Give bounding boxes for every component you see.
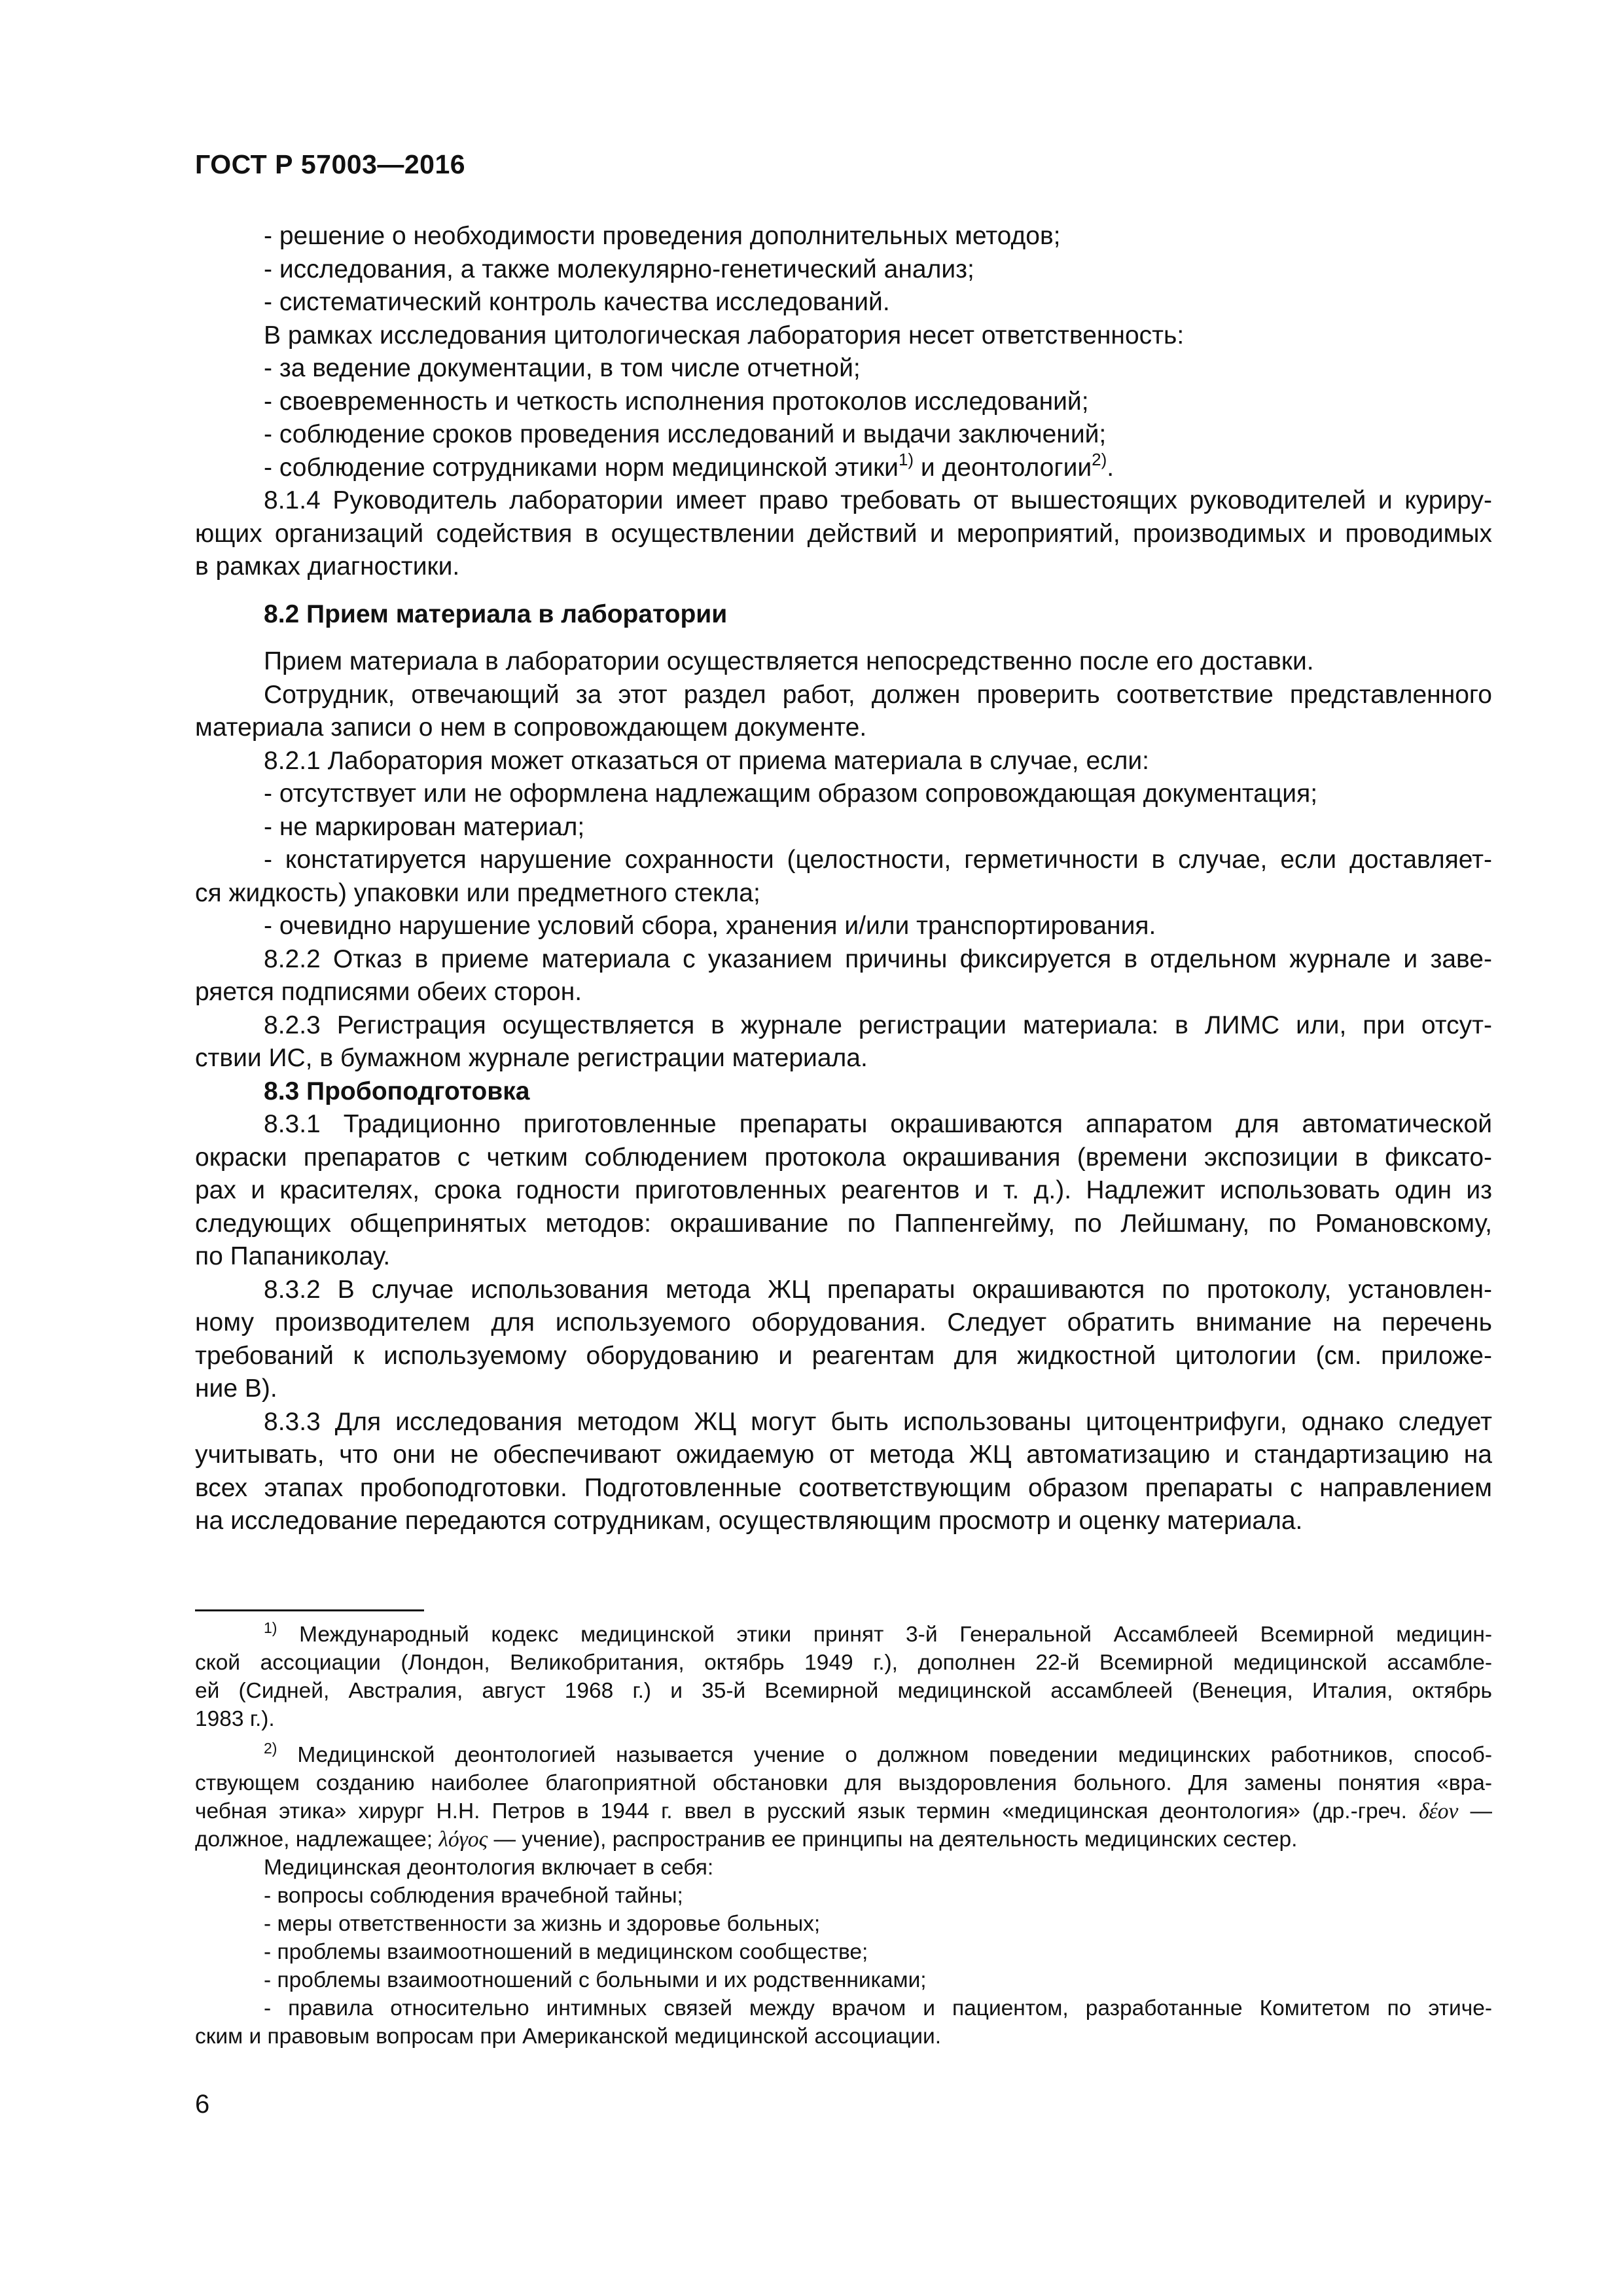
list-item-line: - констатируется нарушение сохранности (целостности, герметичности в случае, если доставляет- — [264, 846, 1492, 874]
list-item: - своевременность и четкость исполнения протоколов исследований; — [264, 387, 1089, 416]
paragraph-8-2-2-line: ряется подписями обеих сторон. — [195, 978, 582, 1006]
paragraph-line: материала записи о нем в сопровождающем документе. — [195, 713, 867, 742]
paragraph-8-3-2-line: ние В). — [195, 1374, 277, 1403]
paragraph-8-2-2-line: 8.2.2 Отказ в приеме материала с указанием причины фиксируется в отдельном журнале и заве- — [264, 944, 1492, 973]
paragraph: 8.2.1 Лаборатория может отказаться от приема материала в случае, если: — [264, 746, 1150, 775]
paragraph-8-3-3-line: 8.3.3 Для исследования методом ЖЦ могут быть использованы цитоцентрифуги, однако следует — [264, 1407, 1492, 1436]
footnote-1-line: ской ассоциации (Лондон, Великобритания, октябрь 1949 г.), дополнен 22-й Всемирной медицинской ассамбле- — [195, 1651, 1492, 1675]
paragraph-8-3-1-line: 8.3.1 Традиционно приготовленные препараты окрашиваются аппаратом для автоматической — [264, 1110, 1492, 1138]
paragraph-8-3-2-line: 8.3.2 В случае использования метода ЖЦ препараты окрашиваются по протоколу, установлен- — [264, 1275, 1492, 1304]
list-item: - не маркирован материал; — [264, 812, 585, 841]
paragraph-8-3-3-line: учитывать, что они не обеспечивают ожидаемую от метода ЖЦ автоматизацию и стандартизацию на — [195, 1441, 1492, 1469]
footnote-ref-1[interactable]: 1) — [898, 449, 914, 469]
footnote-list-item: - проблемы взаимоотношений с больными и их родственниками; — [264, 1968, 927, 1992]
list-item: - соблюдение сроков проведения исследований и выдачи заключений; — [264, 420, 1107, 448]
footnote-list-item: - правила относительно интимных связей между врачом и пациентом, разработанные Комитетом по этиче- — [264, 1996, 1492, 2020]
footnote-list-item: - вопросы соблюдения врачебной тайны; — [264, 1884, 683, 1908]
paragraph-line: Сотрудник, отвечающий за этот раздел работ, должен проверить соответствие представленного — [264, 680, 1492, 709]
paragraph-8-3-3-line: всех этапах пробоподготовки. Подготовленные соответствующим образом препараты с направлением — [195, 1473, 1492, 1502]
section-heading-8-3: 8.3 Пробоподготовка — [264, 1077, 530, 1105]
greek-word: δέον — [1419, 1799, 1459, 1823]
list-item: - систематический контроль качества исследований. — [264, 288, 890, 316]
footnote-1-line: ей (Сидней, Австралия, август 1968 г.) и 35-й Всемирной медицинской ассамблеей (Венеция, Италия, октябрь — [195, 1679, 1492, 1703]
list-item: - очевидно нарушение условий сбора, хранения и/или транспортирования. — [264, 912, 1156, 940]
list-item: - за ведение документации, в том числе отчетной; — [264, 354, 861, 382]
paragraph-8-1-4-line: 8.1.4 Руководитель лаборатории имеет право требовать от вышестоящих руководителей и куриру- — [264, 486, 1492, 514]
greek-word: λόγος — [438, 1827, 488, 1852]
list-item-line: ся жидкость) упаковки или предметного стекла; — [195, 878, 760, 907]
paragraph-8-3-1-line: по Папаниколау. — [195, 1242, 391, 1270]
footnote-2-line: Медицинская деонтология включает в себя: — [264, 1856, 714, 1880]
paragraph-8-3-2-line: ному производителем для используемого оборудования. Следует обратить внимание на перечень — [195, 1308, 1492, 1336]
footnote-mark-1: 1) — [264, 1619, 277, 1636]
footnote-1-line: $^{1)}$ Международный кодекс медицинской этики принят 3-й Генеральной Ассамблеей Всемирной медицин- — [264, 1619, 1492, 1647]
footnote-list-item: - меры ответственности за жизнь и здоровье больных; — [264, 1912, 821, 1936]
paragraph-8-1-4-line: ющих организаций содействия в осуществлении действий и мероприятий, производимых и проводимых — [195, 519, 1492, 548]
footnote-2-line: $^{2)}$ Медицинской деонтологией называется учение о должном поведении медицинских работников, способ- — [264, 1740, 1492, 1767]
document-header: ГОСТ Р 57003—2016 — [195, 149, 466, 179]
list-item: - решение о необходимости проведения дополнительных методов; — [264, 222, 1061, 250]
paragraph: В рамках исследования цитологическая лаборатория несет ответственность: — [264, 321, 1185, 350]
footnote-divider — [195, 1609, 424, 1611]
footnote-2-line: должное, надлежащее; λόγος — учение), распространив ее принципы на деятельность медицинских сестер. — [195, 1827, 1298, 1852]
paragraph-8-3-1-line: следующих общепринятых методов: окрашивание по Паппенгейму, по Лейшману, по Романовскому, — [195, 1209, 1492, 1238]
section-heading-8-2: 8.2 Прием материала в лаборатории — [264, 600, 728, 628]
list-item: - соблюдение сотрудниками норм медицинской этики$^{1)}$ и деонтологии$^{2)}$. — [264, 449, 1115, 482]
paragraph: Прием материала в лаборатории осуществляется непосредственно после его доставки. — [264, 647, 1314, 675]
paragraph-8-2-3-line: 8.2.3 Регистрация осуществляется в журнале регистрации материала: в ЛИМС или, при отсут- — [264, 1011, 1492, 1039]
page-number: 6 — [195, 2090, 210, 2119]
main-text — [195, 220, 1492, 1538]
footnote-2-line: чебная этика» хирург Н.Н. Петров в 1944 г. ввел в русский язык термин «медицинская деонтология» (др.-греч. δέον — — [195, 1799, 1493, 1823]
paragraph-8-3-1-line: рах и красителях, срока годности приготовленных реагентов и т. д.). Надлежит использовать один из — [195, 1176, 1492, 1204]
paragraph-8-3-3-line: на исследование передаются сотрудникам, осуществляющим просмотр и оценку материала. — [195, 1507, 1303, 1535]
footnote-list-item: - проблемы взаимоотношений в медицинском сообществе; — [264, 1940, 868, 1964]
paragraph-8-3-2-line: требований к используемому оборудованию и реагентам для жидкостной цитологии (см. приложе- — [195, 1341, 1492, 1370]
list-item: - отсутствует или не оформлена надлежащим образом сопровождающая документация; — [264, 780, 1318, 808]
footnotes — [195, 1621, 1492, 2051]
paragraph-8-3-1-line: окраски препаратов с четким соблюдением протокола окрашивания (времени экспозиции в фиксато- — [195, 1143, 1492, 1172]
paragraph-8-1-4-line: в рамках диагностики. — [195, 552, 460, 581]
footnote-2-line: ствующем созданию наиболее благоприятной обстановки для выздоровления больного. Для замены понятия «вра- — [195, 1771, 1492, 1795]
footnote-ref-2[interactable]: 2) — [1092, 449, 1107, 469]
paragraph-8-2-3-line: ствии ИС, в бумажном журнале регистрации материала. — [195, 1044, 868, 1072]
footnote-list-item: ским и правовым вопросам при Американской медицинской ассоциации. — [195, 2024, 942, 2049]
list-item: - исследования, а также молекулярно-генетический анализ; — [264, 255, 974, 283]
footnote-1-line: 1983 г.). — [195, 1707, 275, 1731]
footnote-mark-2: 2) — [264, 1740, 277, 1757]
